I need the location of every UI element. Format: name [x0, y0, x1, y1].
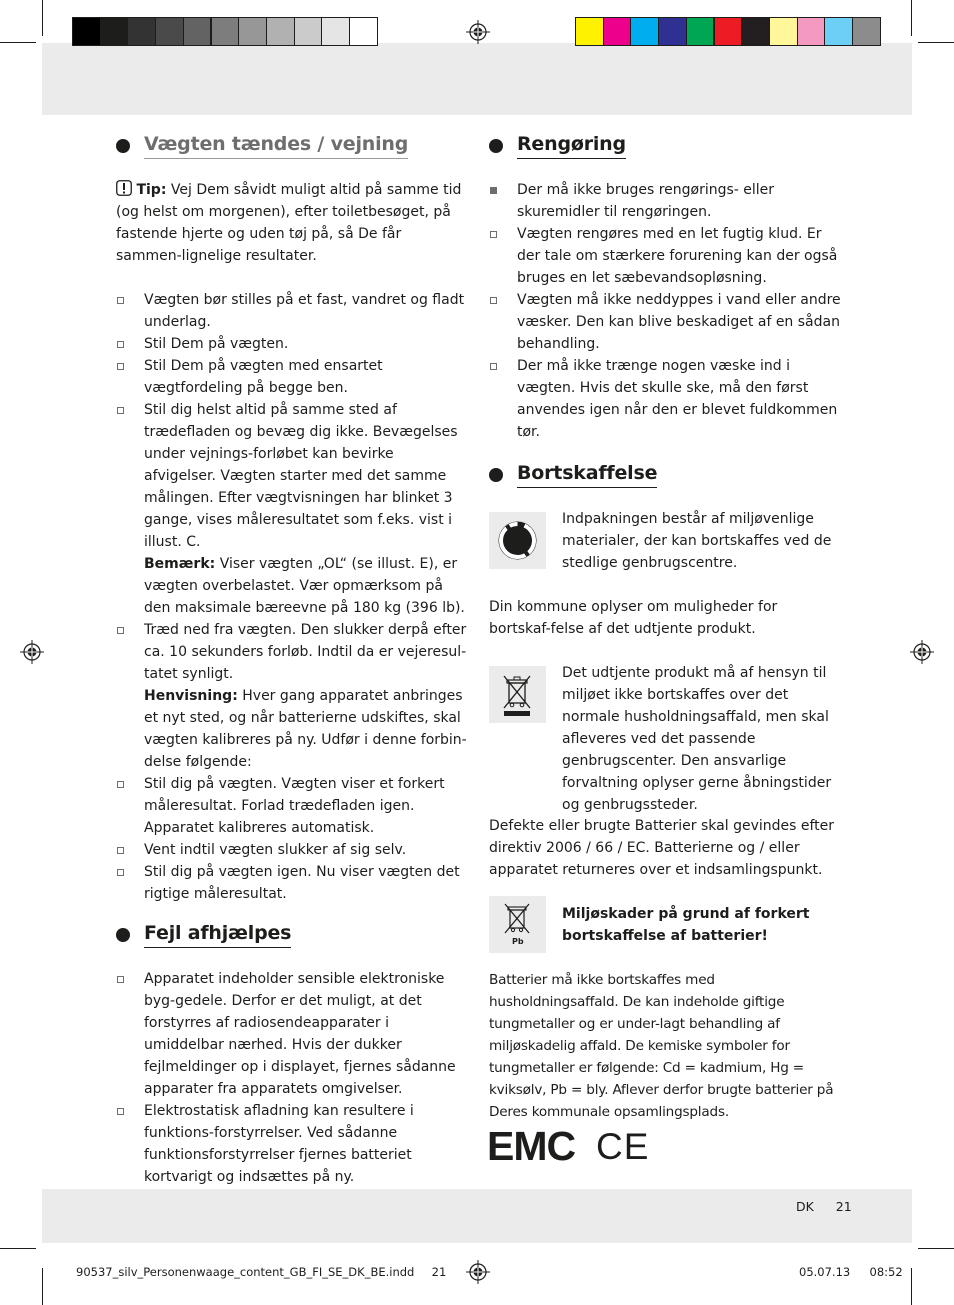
- list-item: Der må ikke bruges rengørings- eller skuremidler til rengøringen.: [489, 179, 841, 223]
- cleaning-list: [489, 179, 841, 443]
- bullet-dot-icon: [116, 928, 130, 942]
- color-swatch: [72, 17, 101, 46]
- slug-page: 21: [431, 1265, 447, 1279]
- troubleshooting-list: [116, 968, 468, 1188]
- color-swatch: [127, 17, 156, 46]
- municipality-text: Din kommune oplyser om muligheder for bortskaf-felse af det udtjente produkt.: [489, 599, 778, 637]
- color-swatch: [349, 17, 378, 46]
- bullet-dot-icon: [116, 139, 130, 153]
- tip-text: Vej Dem såvidt muligt altid på samme tid (og helst om morgenen), efter toiletbesøget, på fastende hjerte og uden tøj på, så De får sammen-lignelige resultater.: [116, 182, 462, 264]
- section-heading-troubleshooting: [116, 922, 291, 948]
- color-swatch: [824, 17, 853, 46]
- section-title: Rengøring: [517, 133, 626, 159]
- note-label: Bemærk:: [144, 556, 216, 572]
- color-swatch: [183, 17, 212, 46]
- weee-icon-box: [489, 666, 546, 723]
- section-title: Vægten tændes / vejning: [144, 133, 408, 159]
- list-item: Apparatet indeholder sensible elektroniske byg-gedele. Derfor er det muligt, at det forstyrres af radiosendeapparater i umiddelbar nærhed. Hvis der dukker fejlmeldinger op i displayet, fjernes sådanne apparater fra apparatets omgivelser.: [116, 968, 468, 1100]
- list-item: Vent indtil vægten slukker af sig selv.: [116, 839, 468, 861]
- print-slug: [76, 1265, 446, 1279]
- ce-mark: CE: [596, 1126, 650, 1167]
- print-slug-date: [799, 1265, 903, 1279]
- crop-mark: [42, 1268, 43, 1305]
- section-heading-cleaning: [489, 133, 626, 159]
- registration-mark-icon: [466, 20, 490, 44]
- emc-mark: EMC: [487, 1123, 576, 1169]
- list-item: Vægten rengøres med en let fugtig klud. Er der tale om stærkere forurening kan der også bruges en let sæbevandsopløsning.: [489, 223, 841, 289]
- list-item: Træd ned fra vægten. Den slukker derpå efter ca. 10 sekunders forløb. Indtil da er vejeresul-tatet synligt. Henvisning: Hver gang apparatet anbringes et nyt sted, og når batterierne udskiftes, skal vægten kalibreres på ny. Udfør i denne forbin-delse følgende:: [116, 619, 468, 773]
- note-label: Henvisning:: [144, 688, 238, 704]
- battery-bin-icon-box: [489, 896, 546, 953]
- color-swatch: [294, 17, 323, 46]
- weee-text: Det udtjente produkt må af hensyn til miljøet ikke bortskaffes over det normale husholdningsaffald, men skal afleveres ved det passende genbrugscenter. Den ansvarlige forvaltning oplyser gerne åbningstider og genbrugssteder.: [562, 665, 832, 813]
- footer-page-number: 21: [835, 1199, 852, 1214]
- color-swatch: [630, 17, 659, 46]
- battery-icon-label: Pb: [512, 937, 524, 946]
- list-item: Vægten bør stilles på et fast, vandret og fladt underlag.: [116, 289, 468, 333]
- note: Henvisning: Hver gang apparatet anbringes et nyt sted, og når batterierne udskiftes, skal vægten kalibreres på ny. Udfør i denne forbin-delse følgende:: [144, 688, 467, 770]
- slug-time: 08:52: [869, 1265, 903, 1279]
- list-item: Vægten må ikke neddyppes i vand eller andre væsker. Den kan blive beskadiget af en sådan behandling.: [489, 289, 841, 355]
- crop-mark: [0, 1248, 36, 1249]
- color-swatch: [852, 17, 881, 46]
- list-item: Stil Dem på vægten med ensartet vægtfordeling på begge ben.: [116, 355, 468, 399]
- list-item: Elektrostatisk afladning kan resultere i funktions-forstyrrelser. Ved sådanne funktionsforstyrrelser fjernes batteriet kortvarigt og indsættes på ny.: [116, 1100, 468, 1188]
- color-swatch: [100, 17, 129, 46]
- header-band: [42, 43, 912, 115]
- crop-mark: [42, 0, 43, 36]
- list-item: Stil dig helst altid på samme sted af trædefladen og bevæg dig ikke. Bevægelses under vejnings-forløbet kan bevirke afvigelser. Vægten starter med det samme målingen. Efter vægtvisningen har blinket 3 gange, vises måleresultatet som f.eks. vist i illust. C. Bemærk: Viser vægten „OL“ (se illust. E), er vægten overbelastet. Vær opmærksom på den maksimale bæreevne på 180 kg (396 lb).: [116, 399, 468, 619]
- color-swatch: [155, 17, 184, 46]
- battery-directive-text: Defekte eller brugte Batterier skal gevindes efter direktiv 2006 / 66 / EC. Batterierne og / eller apparatet returneres over et indsamlingspunkt.: [489, 818, 835, 878]
- color-swatch: [603, 17, 632, 46]
- slug-file: 90537_silv_Personenwaage_content_GB_FI_SE_DK_BE.indd: [76, 1265, 415, 1279]
- color-swatch: [575, 17, 604, 46]
- color-swatch: [658, 17, 687, 46]
- color-swatch: [321, 17, 350, 46]
- color-swatch: [266, 17, 295, 46]
- crop-mark: [918, 42, 954, 43]
- warning-exclamation-icon: [116, 180, 132, 196]
- tip-label: Tip:: [136, 182, 167, 198]
- crop-mark: [911, 1268, 912, 1305]
- note: Bemærk: Viser vægten „OL“ (se illust. E), er vægten overbelastet. Vær opmærksom på den maksimale bæreevne på 180 kg (396 lb).: [144, 556, 465, 616]
- crop-mark: [911, 0, 912, 36]
- slug-date: 05.07.13: [799, 1265, 851, 1279]
- section-title: Fejl afhjælpes: [144, 922, 291, 948]
- weighing-steps-list: [116, 289, 468, 905]
- bullet-dot-icon: [489, 139, 503, 153]
- section-heading-weighing: [116, 133, 408, 159]
- footer-language: DK: [796, 1199, 814, 1214]
- footer-band: [42, 1189, 912, 1243]
- list-item: Stil dig på vægten igen. Nu viser vægten det rigtige måleresultat.: [116, 861, 468, 905]
- section-title: Bortskaffelse: [517, 462, 657, 488]
- color-swatch: [714, 17, 743, 46]
- recycling-icon-box: [489, 512, 546, 569]
- color-swatch: [238, 17, 267, 46]
- color-swatch: [211, 17, 240, 46]
- battery-warning: Miljøskader på grund af forkert bortskaffelse af batterier!: [562, 906, 810, 944]
- list-item: Der må ikke trænge nogen væske ind i vægten. Hvis det skulle ske, må den først anvendes igen når den er blevet fuldkommen tør.: [489, 355, 841, 443]
- packaging-text: Indpakningen består af miljøvenlige materialer, der kan bortskaffes ved de stedlige genbrugscentre.: [562, 511, 832, 571]
- color-swatch: [769, 17, 798, 46]
- crop-mark: [918, 1248, 954, 1249]
- registration-mark-icon: [910, 640, 934, 664]
- green-dot-recycling-icon: [489, 512, 546, 569]
- color-swatch: [686, 17, 715, 46]
- bullet-dot-icon: [489, 468, 503, 482]
- registration-mark-icon: [466, 1260, 490, 1284]
- page-footer: [796, 1199, 852, 1214]
- list-item: Stil dig på vægten. Vægten viser et forkert måleresultat. Forlad trædefladen igen. Apparatet kalibreres automatisk.: [116, 773, 468, 839]
- color-swatch: [797, 17, 826, 46]
- color-swatch: [741, 17, 770, 46]
- crop-mark: [0, 42, 36, 43]
- battery-text: Batterier må ikke bortskaffes med husholdningsaffald. De kan indeholde giftige tungmetaller og er under-lagt behandling af miljøskadelig affald. De kemiske symboler for tungmetaller er følgende: Cd = kadmium, Hg = kviksølv, Pb = bly. Aflever derfor brugte batterier på Deres kommunale opsamlingsplads.: [489, 972, 834, 1120]
- list-item: Stil Dem på vægten.: [116, 333, 468, 355]
- registration-mark-icon: [20, 640, 44, 664]
- tip-paragraph: [116, 179, 464, 267]
- section-heading-disposal: [489, 462, 657, 488]
- crossed-bin-icon: [489, 666, 546, 723]
